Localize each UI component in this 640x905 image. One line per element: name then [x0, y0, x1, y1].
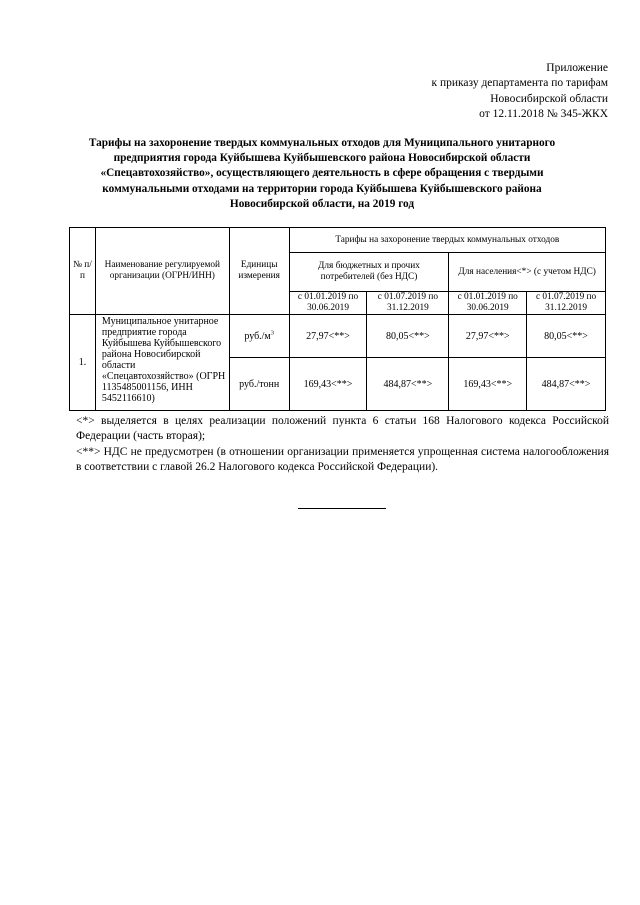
appendix-line: Приложение	[546, 62, 608, 74]
org-cell: Муниципальное унитарное предприятие города Куйбышева Куйбышевского района Новосибирской области «Спецавтохозяйство» (ОГРН 1135485001156, ИНН 5452116610)	[95, 315, 229, 411]
header-num: № п/п	[70, 228, 96, 315]
tariff-value: 484,87<**>	[527, 358, 606, 411]
unit-label: руб./м	[244, 330, 271, 342]
tariff-value: 484,87<**>	[367, 358, 449, 411]
tariff-value: 80,05<**>	[527, 315, 606, 358]
appendix-header	[431, 61, 608, 123]
closing-rule	[298, 508, 386, 509]
document-title: Тарифы на захоронение твердых коммунальных отходов для Муниципального унитарного предприятия города Куйбышева Куйбышевского района Новосибирской области «Спецавтохозяйство», осуществляющего деятельность в сфере обращения с твердыми коммунальными отходами на территории города Куйбышева Куйбышевского района Новосибирской области, на 2019 год	[88, 137, 556, 210]
row-num: 1.	[70, 315, 96, 411]
header-period: с 01.07.2019 по 31.12.2019	[367, 292, 449, 315]
unit-cell: руб./тонн	[229, 358, 289, 411]
tariff-value: 80,05<**>	[367, 315, 449, 358]
unit-cell	[229, 315, 289, 358]
header-units: Единицы измерения	[229, 228, 289, 315]
tariff-value: 27,97<**>	[289, 315, 367, 358]
header-period: с 01.07.2019 по 31.12.2019	[527, 292, 606, 315]
header-population: Для населения<*> (с учетом НДС)	[449, 253, 606, 292]
footnote-2: <**> НДС не предусмотрен (в отношении организации применяется упрощенная система налогообложения в соответствии с главой 26.2 Налогового кодекса Российской Федерации).	[76, 445, 609, 473]
footnote-1: <*> выделяется в целях реализации положений пункта 6 статьи 168 Налогового кодекса Российской Федерации (часть вторая);	[76, 415, 609, 443]
unit-superscript: 3	[270, 329, 275, 337]
appendix-line: Новосибирской области	[490, 92, 608, 105]
appendix-line: от 12.11.2018 № 345-ЖКХ	[479, 108, 608, 121]
appendix-line: к приказу департамента по тарифам	[431, 77, 608, 90]
table-header-row	[70, 228, 606, 253]
tariffs-table	[69, 227, 606, 411]
header-period: с 01.01.2019 по 30.06.2019	[449, 292, 527, 315]
table-row	[70, 315, 606, 358]
header-budget: Для бюджетных и прочих потребителей (без НДС)	[289, 253, 449, 292]
tariff-value: 169,43<**>	[289, 358, 367, 411]
header-tariffs-group: Тарифы на захоронение твердых коммунальных отходов	[289, 228, 605, 253]
tariff-value: 27,97<**>	[449, 315, 527, 358]
header-org-name: Наименование регулируемой организации (ОГРН/ИНН)	[95, 228, 229, 315]
tariff-value: 169,43<**>	[449, 358, 527, 411]
footnotes	[76, 414, 609, 475]
header-period: с 01.01.2019 по 30.06.2019	[289, 292, 367, 315]
